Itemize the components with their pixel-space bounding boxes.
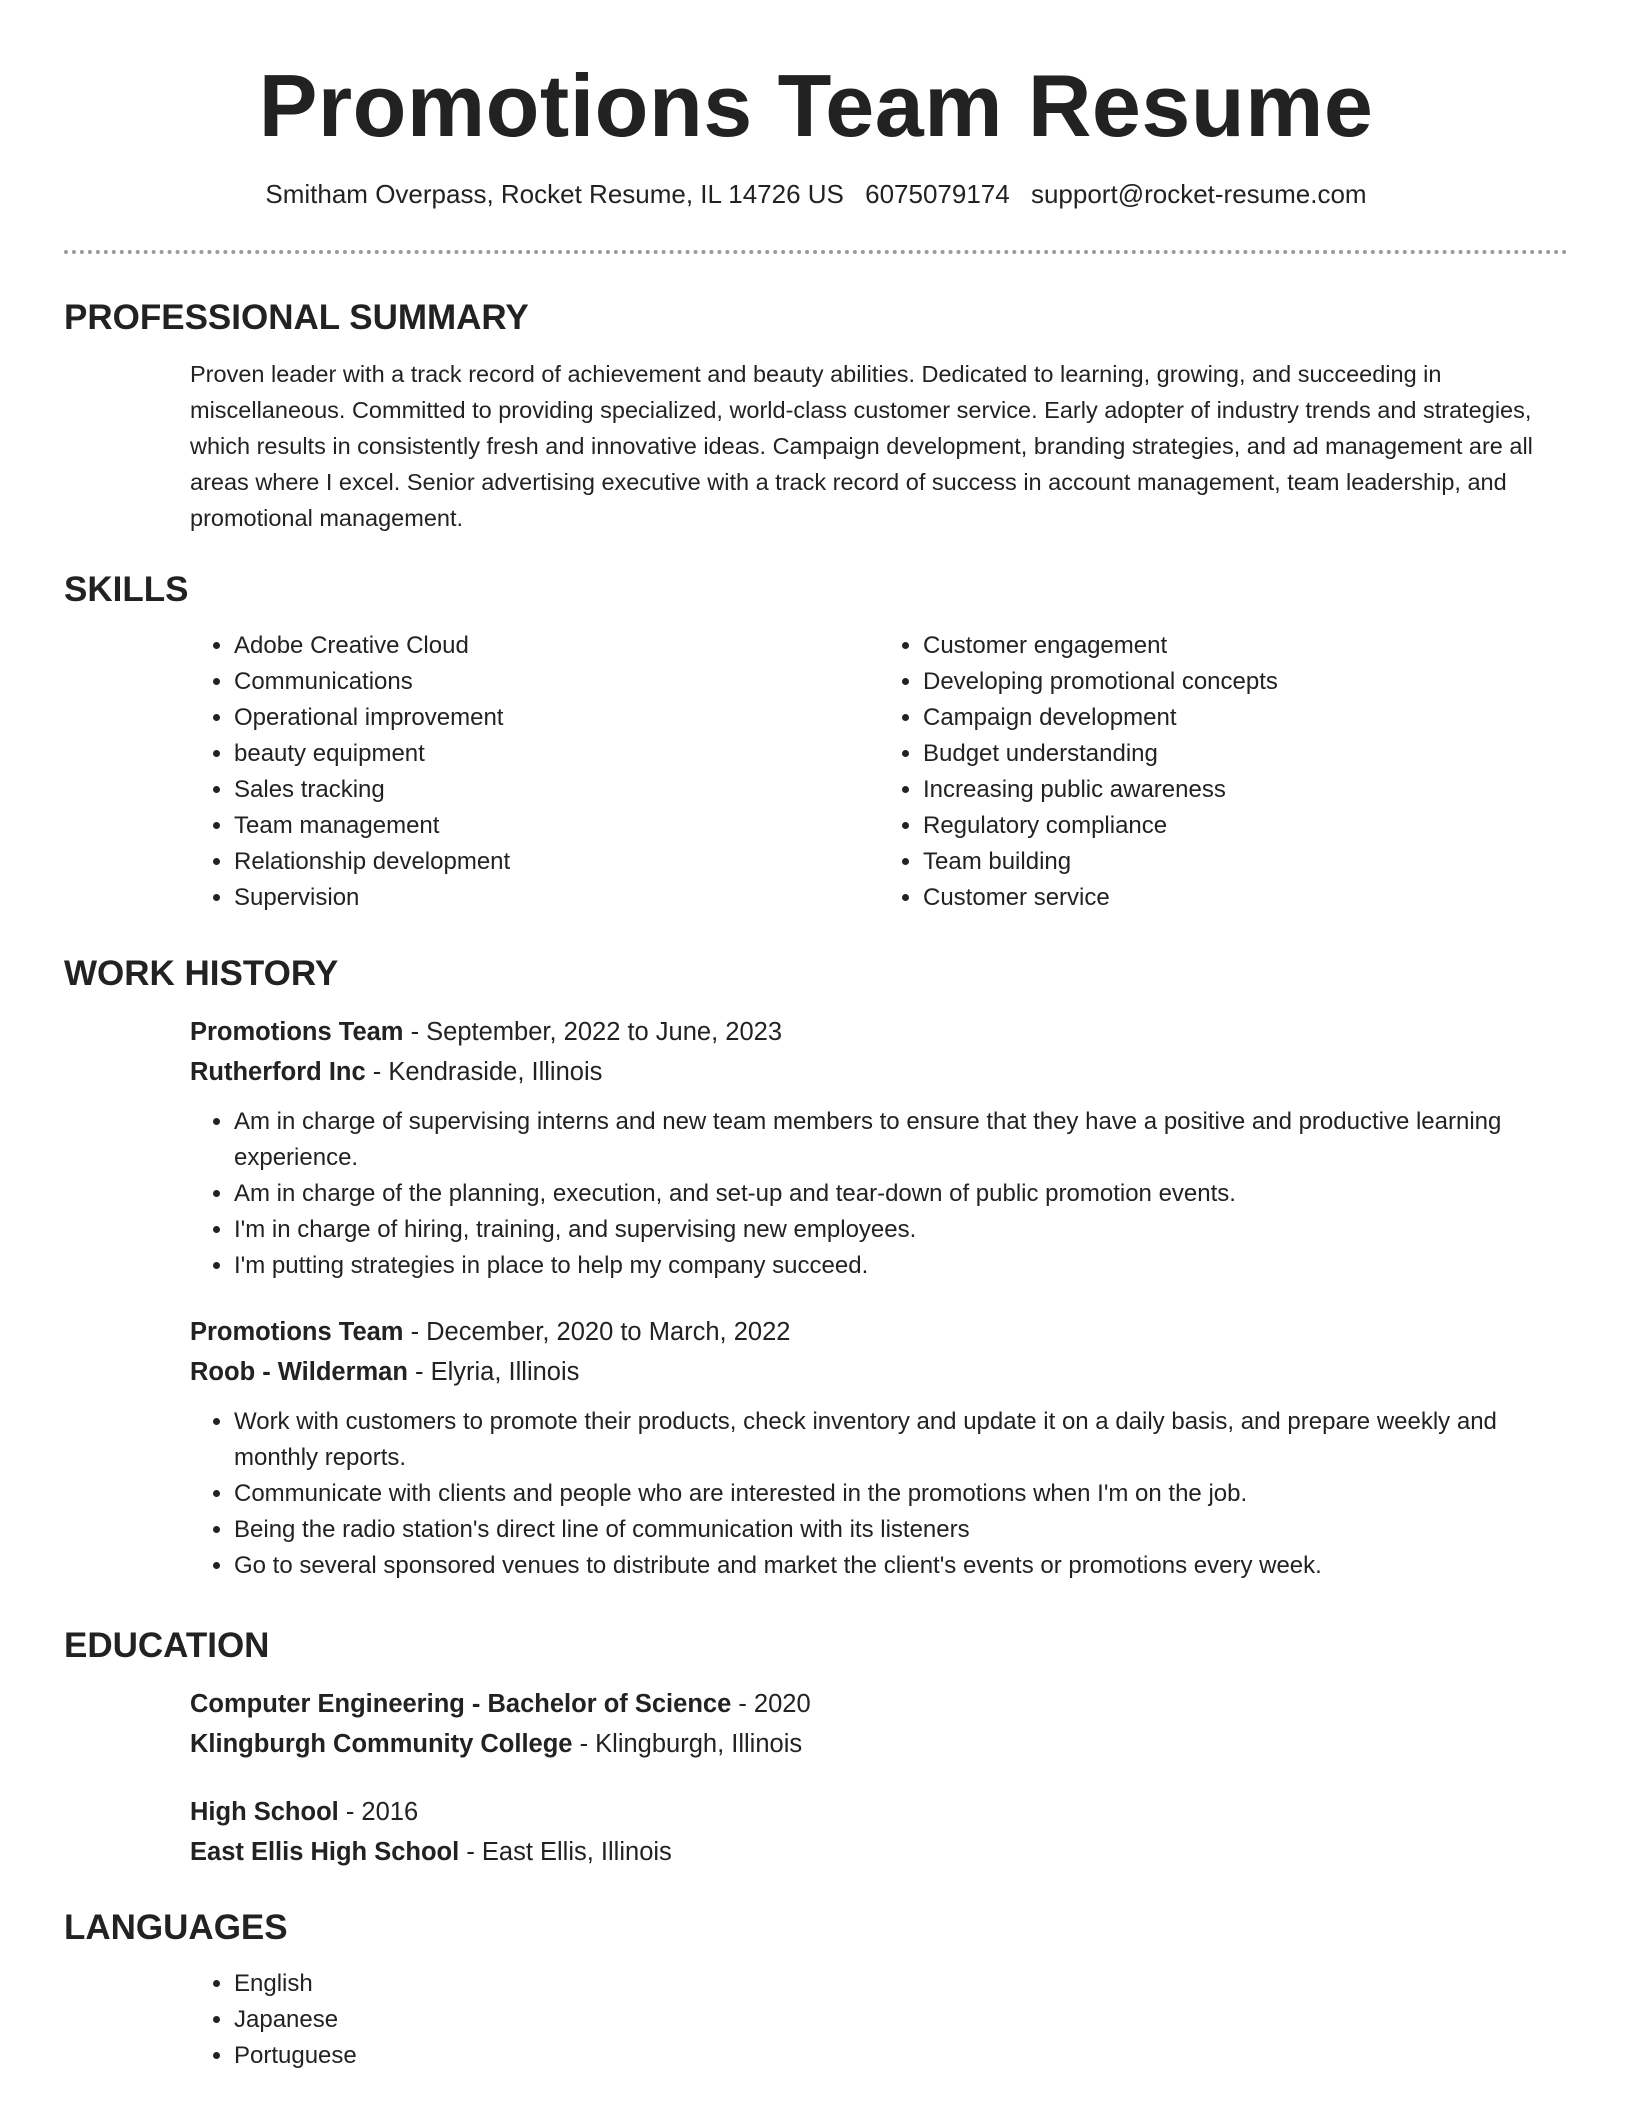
skills-list-left <box>190 628 879 916</box>
skills-heading: SKILLS <box>64 570 189 609</box>
skill-item: • Customer engagement <box>923 628 1568 664</box>
skill-item: • Adobe Creative Cloud <box>234 628 879 664</box>
education-year: - 2016 <box>338 1798 419 1826</box>
job-company-line <box>190 1352 1568 1392</box>
skills-grid <box>190 628 1568 916</box>
job-bullet: • Being the radio station's direct line of communication with its listeners <box>234 1512 1568 1548</box>
education-location: - Klingburgh, Illinois <box>572 1730 803 1758</box>
job-entry <box>190 1312 1568 1584</box>
education-degree: Computer Engineering - Bachelor of Science <box>190 1690 732 1718</box>
skill-item: • Developing promotional concepts <box>923 664 1568 700</box>
job-location: - Elyria, Illinois <box>407 1358 580 1386</box>
education-school: East Ellis High School <box>190 1838 460 1866</box>
contact-address: Smitham Overpass, Rocket Resume, IL 14726 US <box>265 179 844 209</box>
skill-item: • beauty equipment <box>234 736 879 772</box>
job-bullets <box>64 1404 1568 1584</box>
job-company: Rutherford Inc <box>190 1058 366 1086</box>
skill-item: • Budget understanding <box>923 736 1568 772</box>
education-year: - 2020 <box>731 1690 811 1718</box>
skill-item: • Customer service <box>923 880 1568 916</box>
job-bullet: • Communicate with clients and people who are interested in the promotions when I'm on the job. <box>234 1476 1568 1512</box>
skill-item: • Team management <box>234 808 879 844</box>
job-location: - Kendraside, Illinois <box>365 1058 603 1086</box>
work-section <box>64 952 1568 1584</box>
skills-list-right <box>879 628 1568 916</box>
skill-item: • Increasing public awareness <box>923 772 1568 808</box>
education-school-line <box>190 1832 1568 1872</box>
skill-item: • Relationship development <box>234 844 879 880</box>
job-bullets <box>64 1104 1568 1284</box>
skill-item: • Communications <box>234 664 879 700</box>
summary-heading: PROFESSIONAL SUMMARY <box>64 298 529 337</box>
job-dates: - September, 2022 to June, 2023 <box>403 1018 782 1046</box>
skills-section <box>64 568 1568 916</box>
education-location: - East Ellis, Illinois <box>459 1838 672 1866</box>
job-bullet: • Am in charge of the planning, execution, and set-up and tear-down of public promotion events. <box>234 1176 1568 1212</box>
job-bullet: • I'm in charge of hiring, training, and supervising new employees. <box>234 1212 1568 1248</box>
skill-item: • Regulatory compliance <box>923 808 1568 844</box>
education-entry <box>190 1684 1568 1764</box>
education-section <box>64 1624 1568 1872</box>
job-company-line <box>190 1052 1568 1092</box>
job-entry <box>190 1012 1568 1284</box>
skill-item: • Sales tracking <box>234 772 879 808</box>
job-title: Promotions Team <box>190 1318 404 1346</box>
job-bullet: • Go to several sponsored venues to distribute and market the client's events or promotions every week. <box>234 1548 1568 1584</box>
summary-text: Proven leader with a track record of achievement and beauty abilities. Dedicated to learning, growing, and succeeding in miscellaneous. Committed to providing specialized, world-class customer service. Early adopter of industry trends and strategies, which results in consistently fresh and innovative ideas. Campaign development, branding strategies, and ad management are all areas where I excel. Senior advertising executive with a track record of success in account management, team leadership, and promotional management. <box>190 361 1533 531</box>
language-item: • Portuguese <box>234 2038 1568 2074</box>
skill-item: • Supervision <box>234 880 879 916</box>
work-heading: WORK HISTORY <box>64 954 339 993</box>
education-school: Klingburgh Community College <box>190 1730 573 1758</box>
job-bullet: • Work with customers to promote their products, check inventory and update it on a daily basis, and prepare weekly and monthly reports. <box>234 1404 1568 1476</box>
contact-phone: 6075079174 <box>865 179 1010 209</box>
resume-title: Promotions Team Resume <box>258 56 1374 155</box>
summary-section <box>64 296 1568 536</box>
job-bullet: • I'm putting strategies in place to help my company succeed. <box>234 1248 1568 1284</box>
languages-section <box>64 1906 1568 2074</box>
header-divider <box>64 250 1568 254</box>
job-bullet: • Am in charge of supervising interns and new team members to ensure that they have a positive and productive learning experience. <box>234 1104 1568 1176</box>
education-degree: High School <box>190 1798 339 1826</box>
languages-list <box>190 1966 1568 2074</box>
education-degree-line <box>190 1684 1568 1724</box>
job-title-line <box>190 1312 1568 1352</box>
contact-email: support@rocket-resume.com <box>1030 179 1367 209</box>
skill-item: • Campaign development <box>923 700 1568 736</box>
education-degree-line <box>190 1792 1568 1832</box>
language-item: • Japanese <box>234 2002 1568 2038</box>
education-school-line <box>190 1724 1568 1764</box>
language-item: • English <box>234 1966 1568 2002</box>
job-title-line <box>190 1012 1568 1052</box>
skill-item: • Operational improvement <box>234 700 879 736</box>
job-company: Roob - Wilderman <box>190 1358 408 1386</box>
education-heading: EDUCATION <box>64 1626 270 1665</box>
job-title: Promotions Team <box>190 1018 404 1046</box>
contact-line <box>0 176 1632 212</box>
education-entry <box>190 1792 1568 1872</box>
job-dates: - December, 2020 to March, 2022 <box>403 1318 791 1346</box>
skill-item: • Team building <box>923 844 1568 880</box>
languages-heading: LANGUAGES <box>64 1908 288 1947</box>
